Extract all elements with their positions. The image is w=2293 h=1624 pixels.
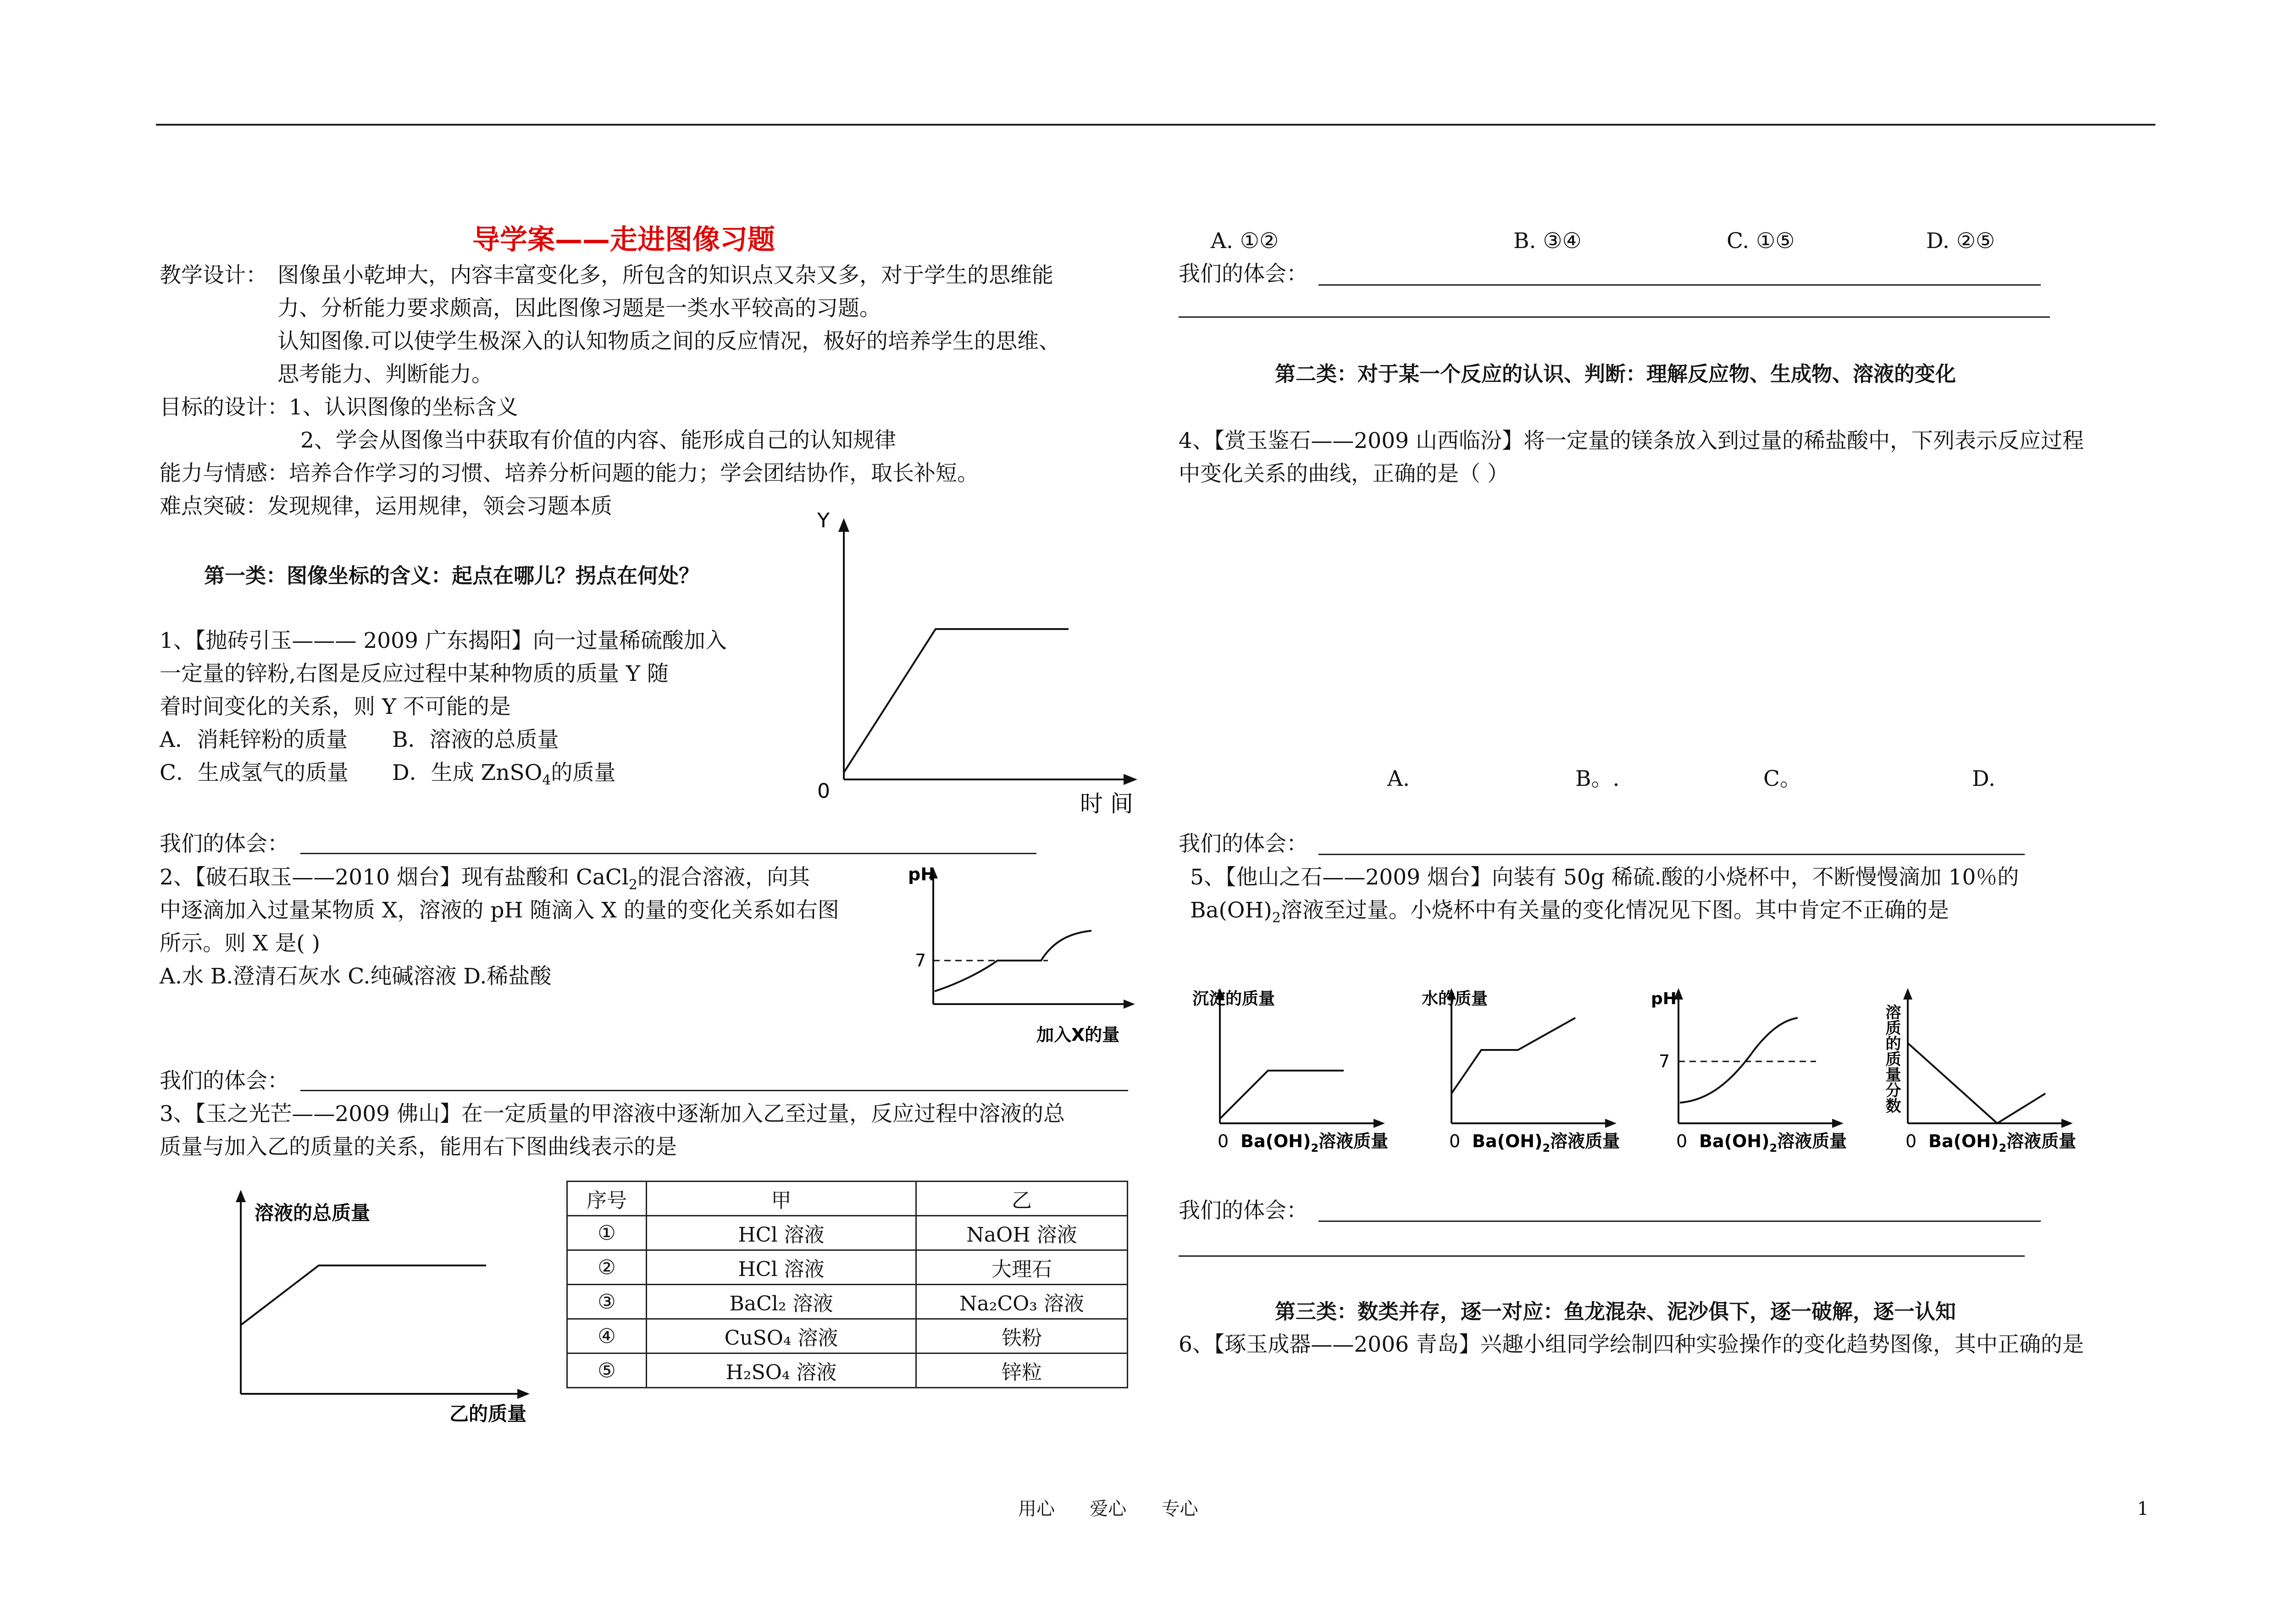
q3-tihui-label: 我们的体会： [1179, 261, 1308, 287]
table-cell: ⑤ [567, 1353, 647, 1388]
table-header-cell: 甲 [647, 1182, 916, 1216]
q5-graph-2-y-label: 水的质量 [1422, 989, 1488, 1008]
q1-option-b: B．溶液的总质量 [392, 727, 559, 752]
q5-graph-3-origin: 0 [1676, 1131, 1688, 1151]
q1-tihui-line [300, 853, 1036, 854]
table-cell: ④ [567, 1319, 647, 1353]
q3-tihui-line [1318, 284, 2041, 286]
q5-graph-4 [1869, 977, 2089, 1165]
q4-label-d: D. [1972, 766, 1995, 791]
q1-line-3: 着时间变化的关系，则 Y 不可能的是 [160, 694, 511, 719]
q5-graph-4-origin: 0 [1905, 1131, 1917, 1151]
q4-line-2: 中变化关系的曲线，正确的是（ ） [1179, 461, 1509, 486]
table-cell: NaOH 溶液 [916, 1216, 1128, 1250]
q3-line-1: 3、【玉之光芒——2009 佛山】在一定质量的甲溶液中逐渐加入乙至过量，反应过程中溶液的总 [160, 1101, 1065, 1127]
table-header-cell: 序号 [567, 1182, 647, 1216]
q3-tihui-line-2 [1179, 316, 2050, 318]
q5-graph-3 [1639, 977, 1860, 1165]
q4-label-a: A. [1387, 766, 1410, 791]
q1-line-1: 1、【抛砖引玉——— 2009 广东揭阳】向一过量稀硫酸加入 [160, 628, 727, 653]
q5-tihui-label: 我们的体会： [1179, 1198, 1308, 1223]
q2-graph-x-label: 加入X的量 [1036, 1025, 1120, 1045]
q3-graph [220, 1174, 569, 1435]
q1-option-c: C．生成氢气的质量 [160, 760, 349, 785]
table-cell: H₂SO₄ 溶液 [647, 1353, 916, 1388]
difficulty-line: 难点突破：发现规律，运用规律，领会习题本质 [160, 494, 612, 519]
goal-line-1: 目标的设计：1、认识图像的坐标含义 [160, 395, 518, 420]
q3-option-b: B. ③④ [1513, 228, 1582, 254]
table-cell: 锌粒 [916, 1353, 1128, 1388]
q2-line-3: 所示。则 X 是( ) [160, 931, 320, 956]
q5-tihui-line-2 [1179, 1255, 2025, 1257]
q3-table [566, 1181, 1128, 1388]
table-cell: 铁粉 [916, 1319, 1128, 1353]
q3-line-2: 质量与加入乙的质量的关系，能用右下图曲线表示的是 [160, 1134, 677, 1160]
q5-graph-4-y-label: 溶质的质量分数 [1883, 1004, 1901, 1113]
q5-graph-3-y-label: pH [1651, 989, 1677, 1008]
q1-graph [798, 504, 1146, 825]
table-cell: ② [567, 1250, 647, 1285]
q3-option-d: D. ②⑤ [1926, 228, 1995, 254]
q2-line-2: 中逐滴加入过量某物质 X，溶液的 pH 随滴入 X 的量的变化关系如右图 [160, 898, 839, 923]
table-cell: 大理石 [916, 1250, 1128, 1285]
design-label: 教学设计： [160, 263, 267, 288]
q5-graph-3-seven: 7 [1659, 1051, 1670, 1072]
q3-graph-x-label: 乙的质量 [449, 1403, 527, 1425]
q2-graph [908, 862, 1165, 1055]
table-row [567, 1285, 1128, 1319]
q4-label-b: B。. [1575, 766, 1620, 791]
q4-label-c: C。 [1763, 766, 1801, 791]
q1-graph-x-label: 时 间 [1080, 790, 1133, 817]
q1-graph-origin: 0 [817, 779, 830, 803]
q1-graph-y-label: Y [817, 509, 830, 532]
q1-option-a: A．消耗锌粉的质量 [160, 727, 348, 752]
q1-line-2: 一定量的锌粉,右图是反应过程中某种物质的质量 Y 随 [160, 661, 669, 686]
header-rule [156, 124, 2155, 126]
q5-line-1: 5、【他山之石——2009 烟台】向装有 50g 稀硫.酸的小烧杯中，不断慢慢滴加 10％的 [1190, 865, 2019, 890]
q2-graph-seven: 7 [915, 950, 926, 971]
design-line-2: 力、分析能力要求颇高，因此图像习题是一类水平较高的习题。 [277, 296, 881, 321]
table-cell: ① [567, 1216, 647, 1250]
q5-graph-1-origin: 0 [1218, 1131, 1229, 1151]
q2-options: A.水 B.澄清石灰水 C.纯碱溶液 D.稀盐酸 [160, 964, 552, 989]
q5-graph-2 [1412, 977, 1633, 1165]
q2-tihui-line [300, 1090, 1128, 1091]
q5-line-2: $Ba(OH)_2$溶液至过量。小烧杯中有关量的变化情况见下图。其中肯定不正确的是 [1190, 898, 1949, 926]
q5-graph-1-y-label: 沉淀的质量 [1192, 989, 1275, 1008]
q2-tihui-label: 我们的体会： [160, 1068, 289, 1094]
table-cell: CuSO₄ 溶液 [647, 1319, 916, 1353]
q4-tihui-label: 我们的体会： [1179, 831, 1308, 856]
q2-line-1: 2、【破石取玉——2010 烟台】现有盐酸和 CaCl$_2$的混合溶液，向其 [160, 865, 810, 893]
section-1-heading: 第一类：图像坐标的含义：起点在哪儿？拐点在何处？ [204, 563, 700, 588]
table-cell: BaCl₂ 溶液 [647, 1285, 916, 1319]
ability-line: 能力与情感：培养合作学习的习惯、培养分析问题的能力；学会团结协作，取长补短。 [160, 461, 979, 486]
q1-option-d: D．生成 ZnSO$_4$的质量 [392, 760, 616, 789]
table-cell: HCl 溶液 [647, 1250, 916, 1285]
table-cell: ③ [567, 1285, 647, 1319]
q4-line-1: 4、【赏玉鉴石——2009 山西临汾】将一定量的镁条放入到过量的稀盐酸中，下列表示反应过程 [1179, 428, 2084, 453]
q3-option-c: C. ①⑤ [1727, 228, 1795, 254]
footer: 用心 爱心 专心 [1018, 1498, 1198, 1519]
section-2-heading: 第二类：对于某一个反应的认识、判断：理解反应物、生成物、溶液的变化 [1275, 362, 1956, 386]
q5-graph-3-x-label: $Ba(OH)_2$溶液质量 [1699, 1131, 1847, 1154]
table-row [567, 1216, 1128, 1250]
q5-graph-1-x-label: $Ba(OH)_2$溶液质量 [1241, 1131, 1389, 1154]
design-line-3: 认知图像.可以使学生极深入的认知物质之间的反应情况，极好的培养学生的思维、 [277, 329, 1060, 354]
q5-graph-1 [1181, 977, 1401, 1165]
page-title: 导学案——走进图像习题 [472, 224, 775, 256]
table-row [567, 1319, 1128, 1353]
q5-graph-4-x-label: $Ba(OH)_2$溶液质量 [1928, 1131, 2077, 1154]
design-line-4: 思考能力、判断能力。 [277, 362, 493, 387]
q6-line-1: 6、【琢玉成器——2006 青岛】兴趣小组同学绘制四种实验操作的变化趋势图像，其中正确的是 [1179, 1332, 2084, 1357]
table-cell: Na₂CO₃ 溶液 [916, 1285, 1128, 1319]
q5-graph-2-x-label: $Ba(OH)_2$溶液质量 [1472, 1131, 1620, 1154]
table-row [567, 1353, 1128, 1388]
q5-tihui-line [1318, 1221, 2041, 1222]
table-cell: HCl 溶液 [647, 1216, 916, 1250]
table-header-row [567, 1182, 1128, 1216]
design-line-1: 图像虽小乾坤大，内容丰富变化多，所包含的知识点又杂又多，对于学生的思维能 [277, 263, 1053, 288]
goal-line-2: 2、学会从图像当中获取有价值的内容、能形成自己的认知规律 [300, 428, 896, 453]
q1-tihui-label: 我们的体会： [160, 831, 289, 856]
q4-tihui-line [1318, 854, 2025, 855]
section-3-heading: 第三类：数类并存，逐一对应：鱼龙混杂、泥沙俱下，逐一破解，逐一认知 [1275, 1299, 1956, 1324]
q5-graph-2-origin: 0 [1449, 1131, 1461, 1151]
q3-graph-y-label: 溶液的总质量 [255, 1202, 371, 1224]
page-number: 1 [2137, 1498, 2149, 1519]
table-header-cell: 乙 [916, 1182, 1128, 1216]
q2-graph-y-label: pH [908, 864, 936, 884]
table-row [567, 1250, 1128, 1285]
q3-option-a: A. ①② [1211, 228, 1279, 254]
